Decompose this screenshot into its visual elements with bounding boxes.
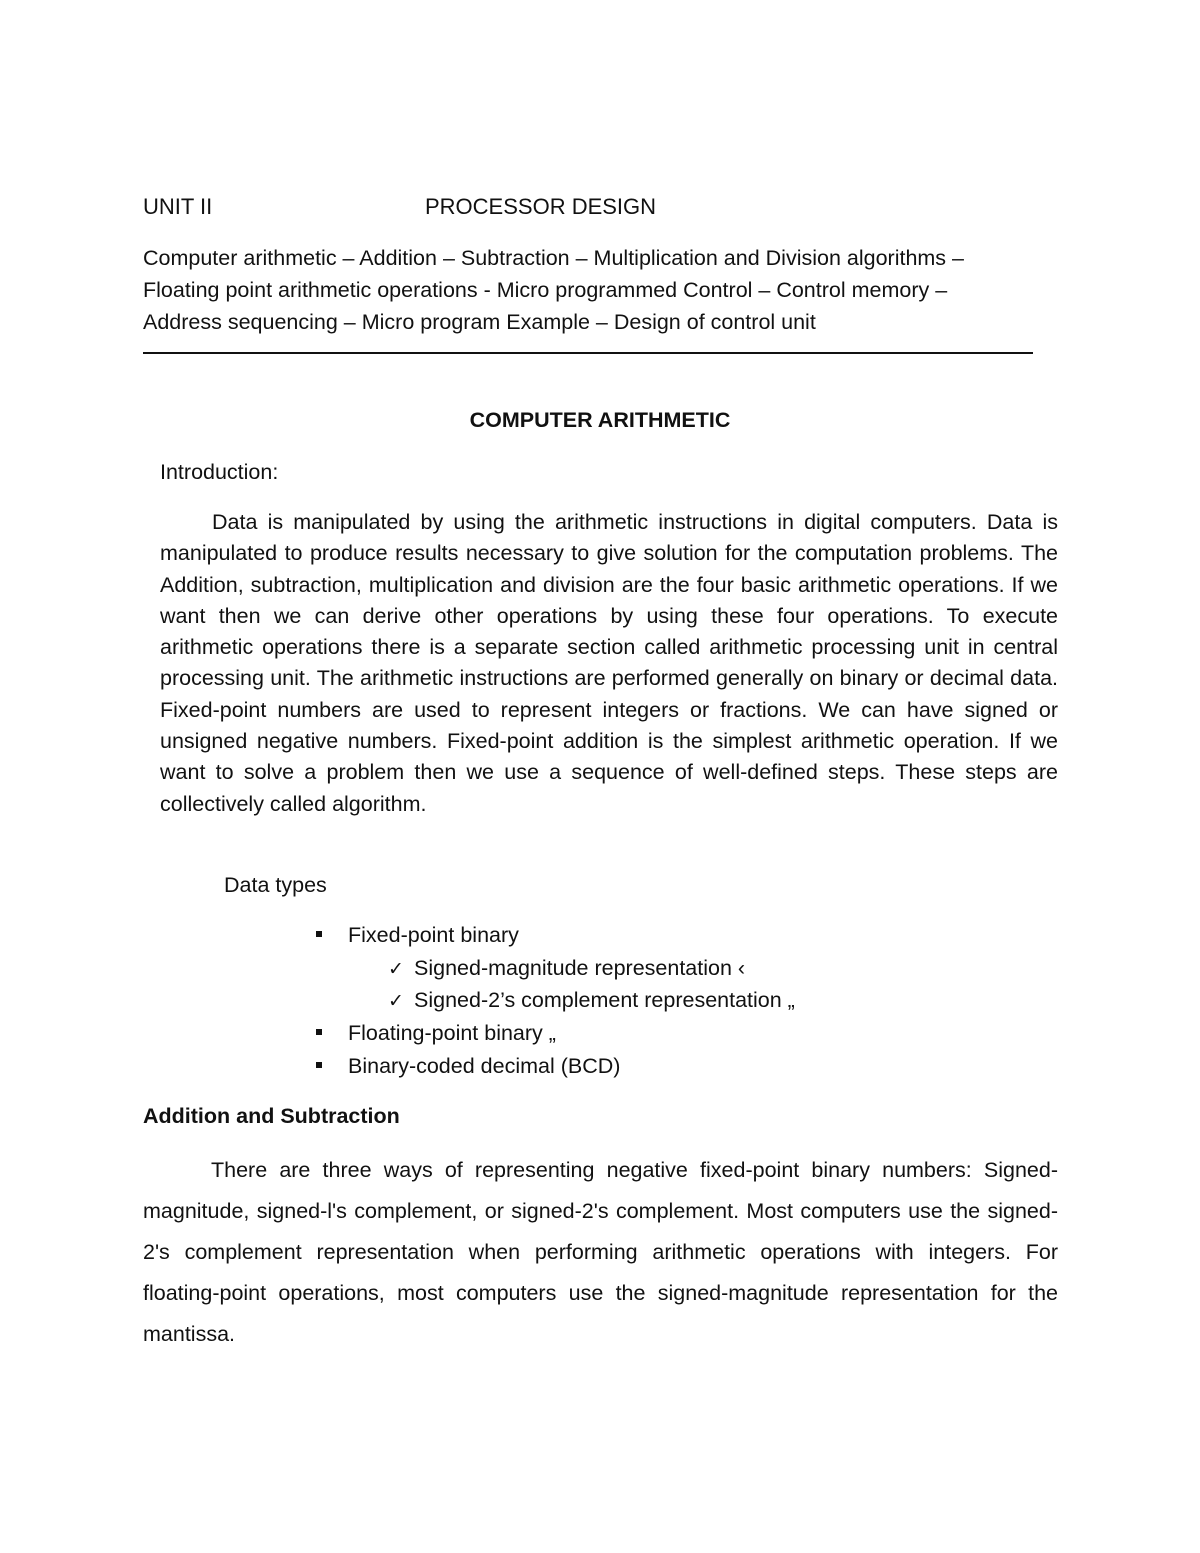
list-item-text: Fixed-point binary (348, 923, 519, 947)
square-bullet-icon (316, 1062, 322, 1068)
checkmark-icon: ✓ (388, 991, 404, 1012)
introduction-paragraph (160, 507, 1058, 820)
list-item (316, 921, 519, 949)
checkmark-icon: ✓ (388, 959, 404, 980)
unit-title: PROCESSOR DESIGN (425, 194, 657, 219)
introduction-label: Introduction: (160, 460, 279, 484)
addition-subtraction-heading: Addition and Subtraction (143, 1104, 400, 1128)
list-item-text: Floating-point binary „ (348, 1021, 556, 1045)
sub-list-item (388, 954, 745, 984)
addition-subtraction-text: There are three ways of representing negative fixed-point binary numbers: Signed-magnitude, signed-l's complement, or signed-2's complement. Most computers use the signed-2's complement representation when performing arithmetic operations with integers. For floating-point operations, most computers use the signed-magnitude representation for the mantissa. (143, 1158, 1058, 1346)
syllabus-line: Address sequencing – Micro program Example – Design of control unit (143, 310, 816, 334)
sub-list-item-text: Signed-magnitude representation ‹ (414, 956, 746, 980)
unit-label: UNIT II (143, 194, 213, 219)
list-item (316, 1052, 620, 1080)
data-types-label: Data types (224, 873, 327, 897)
addition-subtraction-paragraph (143, 1150, 1058, 1355)
list-item (316, 1019, 556, 1047)
syllabus-topics (143, 242, 1063, 338)
square-bullet-icon (316, 1029, 322, 1035)
horizontal-divider (143, 352, 1033, 354)
section-heading: COMPUTER ARITHMETIC (469, 408, 731, 432)
sub-list-item (388, 986, 795, 1016)
syllabus-line: Computer arithmetic – Addition – Subtraction – Multiplication and Division algorithms – (143, 246, 964, 270)
introduction-text: Data is manipulated by using the arithmetic instructions in digital computers. Data is manipulated to produce results necessary to give solution for the computation problems. The Addition, subtraction, multiplication and division are the four basic arithmetic operations. If we want then we can derive other operations by using these four operations. To execute arithmetic operations there is a separate section called arithmetic processing unit in central processing unit. The arithmetic instructions are performed generally on binary or decimal data. Fixed-point numbers are used to represent integers or fractions. We can have signed or unsigned negative numbers. Fixed-point addition is the simplest arithmetic operation. If we want to solve a problem then we use a sequence of well-defined steps. These steps are collectively called algorithm. (160, 510, 1058, 816)
square-bullet-icon (316, 931, 322, 937)
list-item-text: Binary-coded decimal (BCD) (348, 1054, 621, 1078)
sub-list-item-text: Signed-2’s complement representation „ (414, 988, 795, 1012)
syllabus-line: Floating point arithmetic operations - Micro programmed Control – Control memory – (143, 278, 948, 302)
